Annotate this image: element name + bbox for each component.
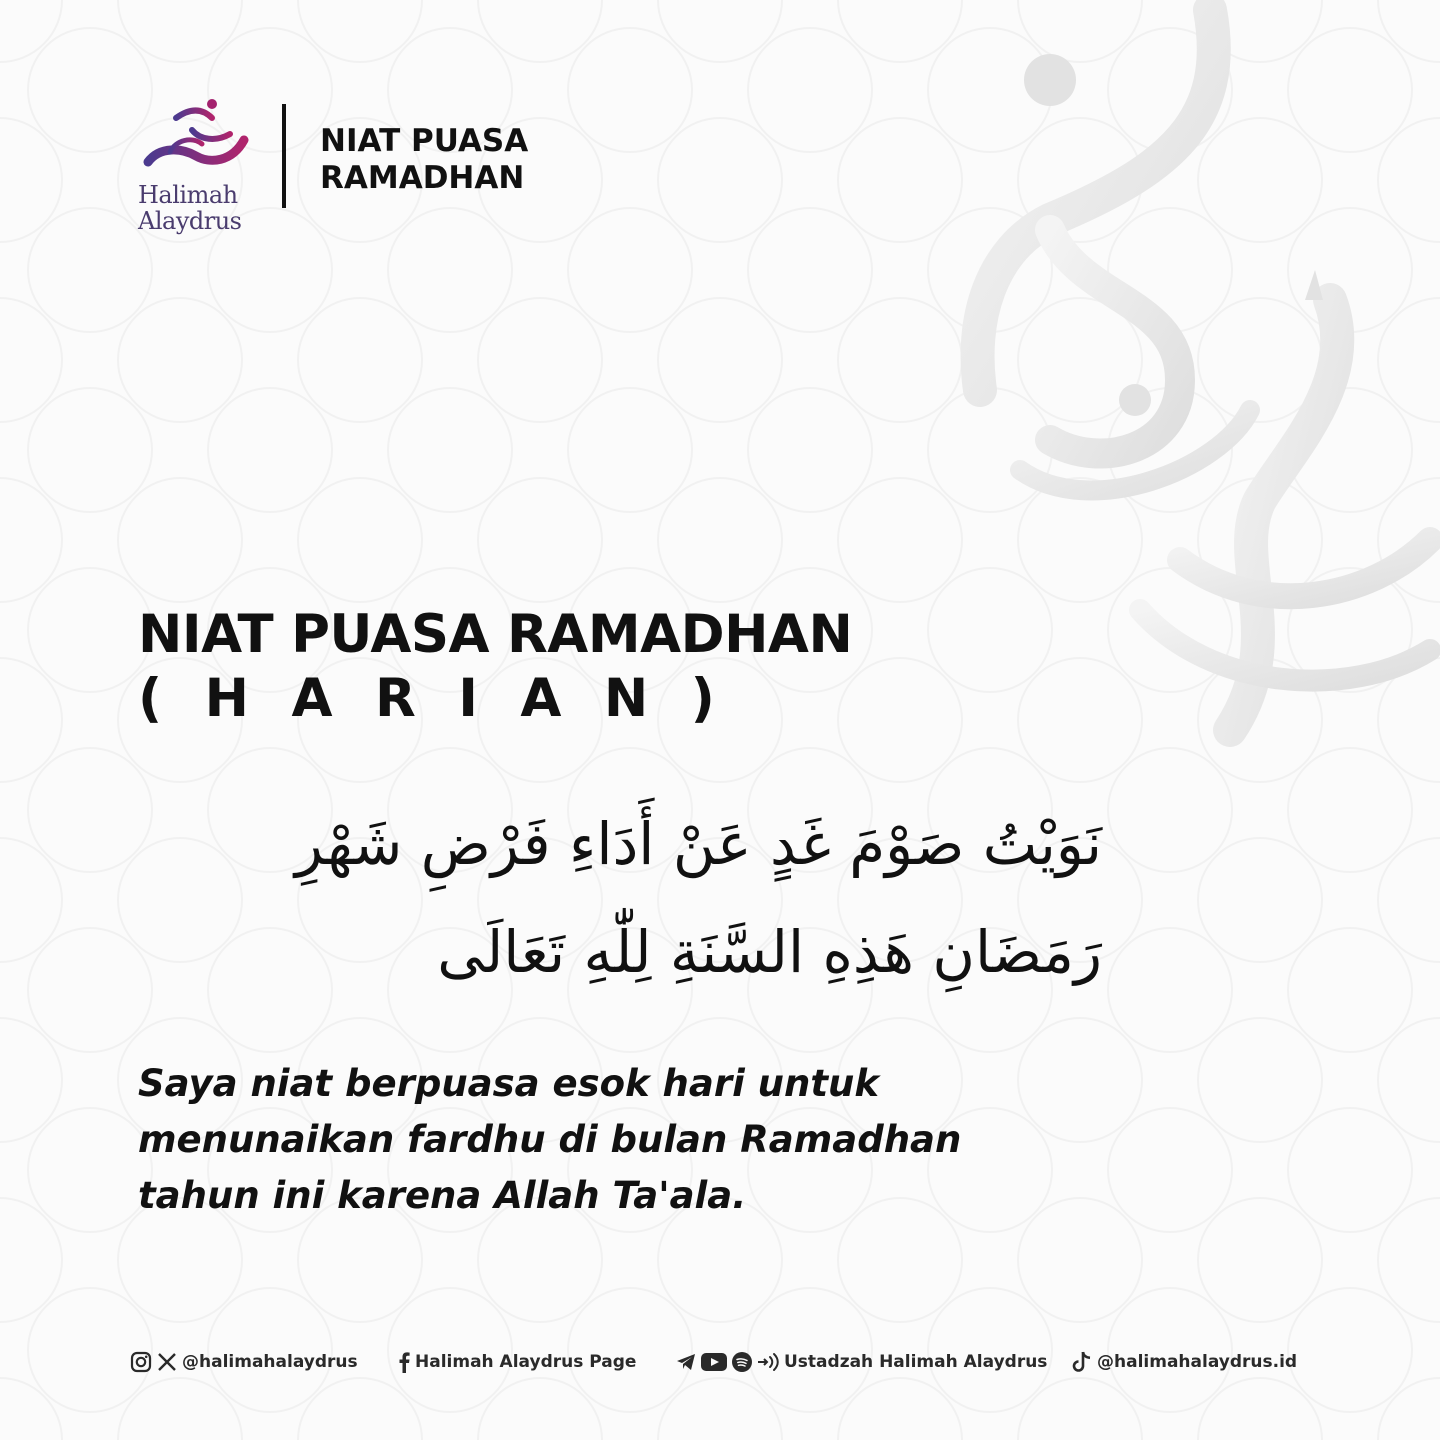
translation-line-2: menunaikan fardhu di bulan Ramadhan xyxy=(138,1118,962,1161)
header-title xyxy=(320,123,620,197)
x-icon xyxy=(157,1352,177,1372)
footer-socials xyxy=(130,1344,1330,1380)
main-title-text: NIAT PUASA RAMADHAN xyxy=(138,604,853,665)
facebook-page: Halimah Alaydrus Page xyxy=(415,1352,637,1372)
header-title-line2: RAMADHAN xyxy=(320,160,525,196)
arabic-line-2: رَمَضَانِ هَذِهِ السَّنَةِ لِلّٰهِ تَعَالَى xyxy=(437,918,1102,986)
main-title xyxy=(138,603,1038,731)
main-subtitle: ( H A R I A N ) xyxy=(138,668,727,729)
social-handle: @halimahalaydrus xyxy=(182,1352,358,1372)
podcast-icon xyxy=(757,1352,779,1372)
spotify-icon xyxy=(732,1352,752,1372)
brand-name-line1: Halimah xyxy=(138,181,238,209)
channel-name: Ustadzah Halimah Alaydrus xyxy=(784,1352,1048,1372)
tiktok-handle: @halimahalaydrus.id xyxy=(1097,1352,1298,1372)
telegram-icon xyxy=(676,1353,696,1371)
translation-line-3: tahun ini karena Allah Ta'ala. xyxy=(138,1174,747,1217)
footer-tiktok xyxy=(1072,1344,1297,1380)
arabic-line-1: نَوَيْتُ صَوْمَ غَدٍ عَنْ أَدَاءِ فَرْضِ شَهْرِ xyxy=(295,810,1102,878)
brand-name-line2: Alaydrus xyxy=(138,207,242,235)
footer-channels xyxy=(676,1344,1047,1380)
youtube-icon xyxy=(701,1353,727,1371)
header-divider xyxy=(282,104,286,208)
brand-name xyxy=(138,182,258,234)
translation-text xyxy=(138,1056,1138,1224)
translation-line-1: Saya niat berpuasa esok hari untuk xyxy=(138,1062,879,1105)
header-title-line1: NIAT PUASA xyxy=(320,123,529,159)
tiktok-icon xyxy=(1072,1351,1092,1373)
arabic-niat-text xyxy=(140,790,1102,1006)
footer-instagram-x xyxy=(130,1344,358,1380)
brand-logo xyxy=(138,78,258,238)
instagram-icon xyxy=(130,1351,152,1373)
footer-facebook xyxy=(398,1344,636,1380)
facebook-icon xyxy=(398,1351,410,1373)
logo-calligraphy-icon xyxy=(140,78,250,182)
